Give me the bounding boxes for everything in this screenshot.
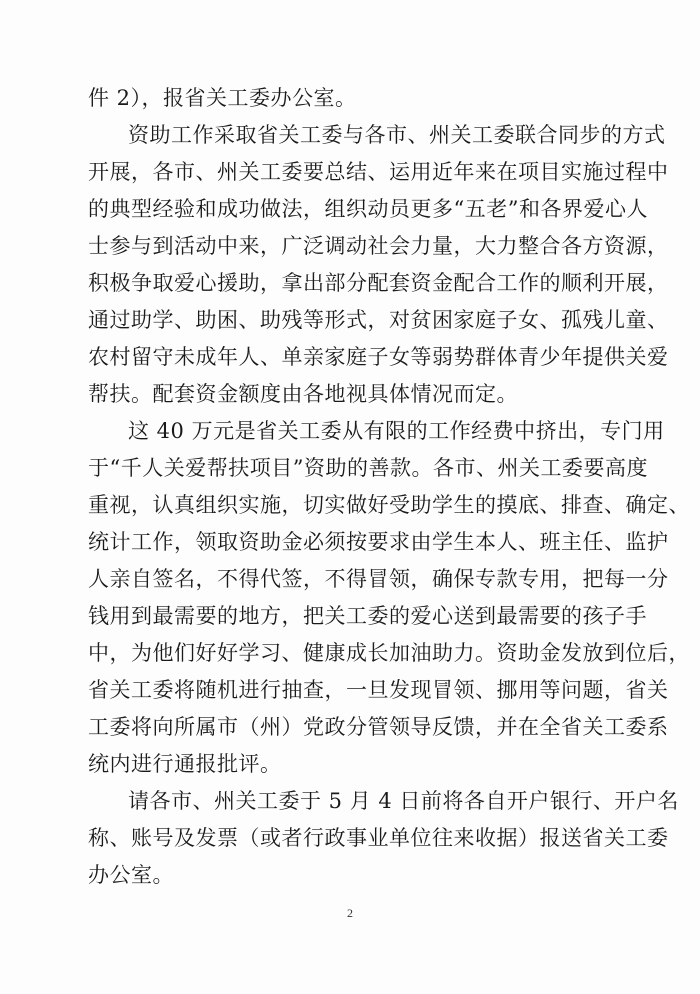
paragraph-2-line-4: 士参与到活动中来，广泛调动社会力量，大力整合各方资源， [88, 234, 669, 258]
paragraph-3-line-10: 统内进行通报批评。 [88, 752, 282, 776]
paragraph-4-line-3: 办公室。 [88, 863, 174, 887]
paragraph-2-line-2: 开展，各市、州关工委要总结、运用近年来在项目实施过程中 [88, 160, 669, 184]
paragraph-3-line-1: 这 40 万元是省关工委从有限的工作经费中挤出，专门用 [128, 419, 665, 443]
paragraph-1-line-1: 件 2），报省关工委办公室。 [88, 86, 357, 110]
page-number: 2 [347, 906, 353, 920]
paragraph-2-line-6: 通过助学、助困、助残等形式，对贫困家庭子女、孤残儿童、 [88, 308, 669, 332]
paragraph-3-line-2: 于“千人关爱帮扶项目”资助的善款。各市、州关工委要高度 [88, 456, 648, 480]
paragraph-2-line-1: 资助工作采取省关工委与各市、州关工委联合同步的方式 [128, 123, 666, 147]
paragraph-2-line-8: 帮扶。配套资金额度由各地视具体情况而定。 [88, 382, 518, 406]
paragraph-2-line-7: 农村留守未成年人、单亲家庭子女等弱势群体青少年提供关爱 [88, 345, 669, 369]
paragraph-3-line-8: 省关工委将随机进行抽查，一旦发现冒领、挪用等问题，省关 [88, 678, 669, 702]
paragraph-3-line-4: 统计工作，领取资助金必须按要求由学生本人、班主任、监护 [88, 530, 669, 554]
paragraph-3-line-7: 中，为他们好好学习、健康成长加油助力。资助金发放到位后， [88, 641, 690, 665]
paragraph-3-line-3: 重视，认真组织实施，切实做好受助学生的摸底、排查、确定、 [88, 493, 690, 517]
paragraph-2-line-5: 积极争取爱心援助，拿出部分配套资金配合工作的顺利开展， [88, 271, 669, 295]
paragraph-3-line-6: 钱用到最需要的地方，把关工委的爱心送到最需要的孩子手 [88, 604, 647, 628]
paragraph-3-line-9: 工委将向所属市（州）党政分管领导反馈，并在全省关工委系 [88, 715, 669, 739]
paragraph-4-line-2: 称、账号及发票（或者行政事业单位往来收据）报送省关工委 [88, 826, 669, 850]
paragraph-2-line-3: 的典型经验和成功做法，组织动员更多“五老”和各界爱心人 [88, 197, 648, 221]
paragraph-3-line-5: 人亲自签名，不得代签，不得冒领，确保专款专用，把每一分 [88, 567, 669, 591]
paragraph-4-line-1: 请各市、州关工委于 5 月 4 日前将各自开户银行、开户名 [128, 789, 679, 813]
